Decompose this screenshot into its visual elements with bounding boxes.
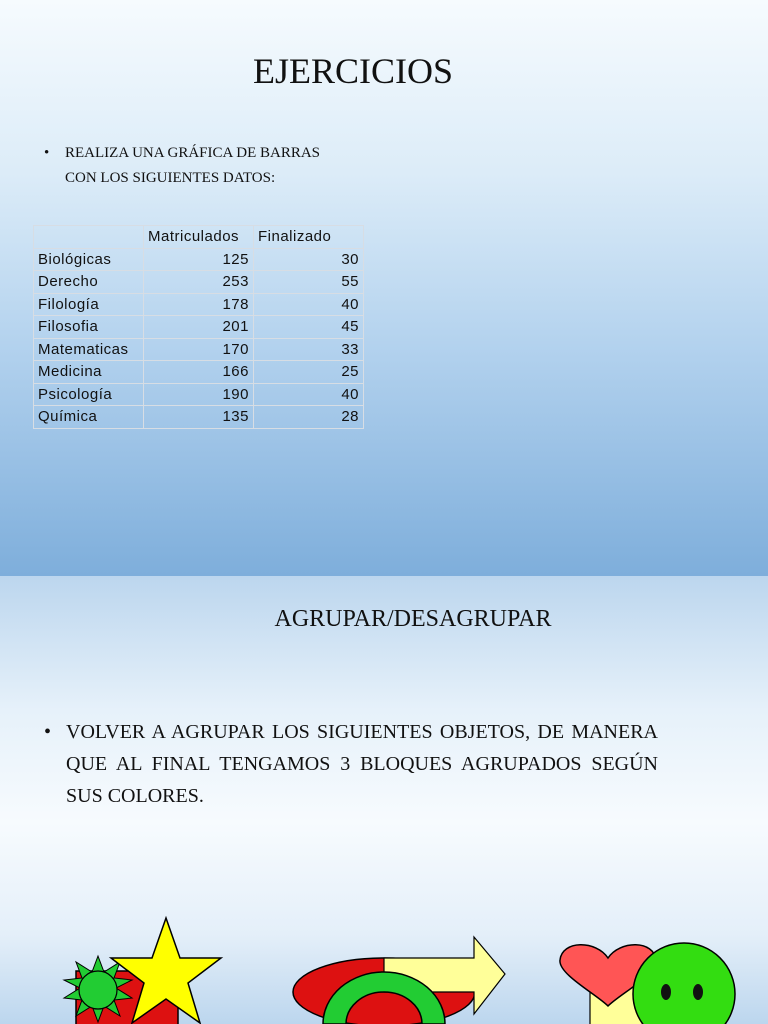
slide-1-bullet: [44, 141, 324, 191]
table-cell-value: 40: [254, 383, 364, 406]
table-cell-value: 30: [254, 248, 364, 271]
table-row: [34, 406, 364, 429]
table-cell-label: Medicina: [34, 361, 144, 384]
table-cell-value: 33: [254, 338, 364, 361]
table-cell-value: 25: [254, 361, 364, 384]
table-cell-value: 170: [144, 338, 254, 361]
table-cell-value: 178: [144, 293, 254, 316]
table-header-cell: Matriculados: [144, 226, 254, 249]
table-cell-label: Derecho: [34, 271, 144, 294]
smiley-left-eye: [661, 984, 671, 1000]
slide-2-bullet-text: VOLVER A AGRUPAR LOS SIGUIENTES OBJETOS, DE MANERA QUE AL FINAL TENGAMOS 3 BLOQUES AGRUPADOS SEGÚN SUS COLORES.: [66, 721, 658, 807]
data-table: [33, 225, 364, 429]
table-cell-label: Biológicas: [34, 248, 144, 271]
table-cell-value: 28: [254, 406, 364, 429]
table-row: [34, 293, 364, 316]
table-cell-label: Química: [34, 406, 144, 429]
shapes-canvas: [0, 576, 768, 1024]
table-cell-value: 253: [144, 271, 254, 294]
table-cell-value: 201: [144, 316, 254, 339]
table-cell-value: 45: [254, 316, 364, 339]
table-row: [34, 383, 364, 406]
sun-core: [79, 971, 117, 1009]
bullet-dot: •: [44, 145, 50, 161]
table-cell-label: Filosofia: [34, 316, 144, 339]
table-row: [34, 361, 364, 384]
table-cell-label: Matematicas: [34, 338, 144, 361]
table-cell-value: 55: [254, 271, 364, 294]
table-row: [34, 316, 364, 339]
slide-2-title: AGRUPAR/DESAGRUPAR: [274, 606, 552, 632]
bullet-dot: •: [44, 721, 52, 743]
table-cell-value: 166: [144, 361, 254, 384]
slide-1-bullet-text: REALIZA UNA GRÁFICA DE BARRAS CON LOS SIGUIENTES DATOS:: [65, 145, 321, 186]
table-cell-value: 135: [144, 406, 254, 429]
smiley-right-eye: [693, 984, 703, 1000]
table-header-row: [34, 226, 364, 249]
table-cell-value: 125: [144, 248, 254, 271]
table-header-cell: [34, 226, 144, 249]
table-row: [34, 271, 364, 294]
table-header-cell: Finalizado: [254, 226, 364, 249]
table-cell-value: 40: [254, 293, 364, 316]
slide-2: [0, 576, 768, 1024]
table-cell-label: Psicología: [34, 383, 144, 406]
table-cell-label: Filología: [34, 293, 144, 316]
slide-1-title: EJERCICIOS: [252, 51, 454, 91]
table-row: [34, 338, 364, 361]
table-row: [34, 248, 364, 271]
table-cell-value: 190: [144, 383, 254, 406]
